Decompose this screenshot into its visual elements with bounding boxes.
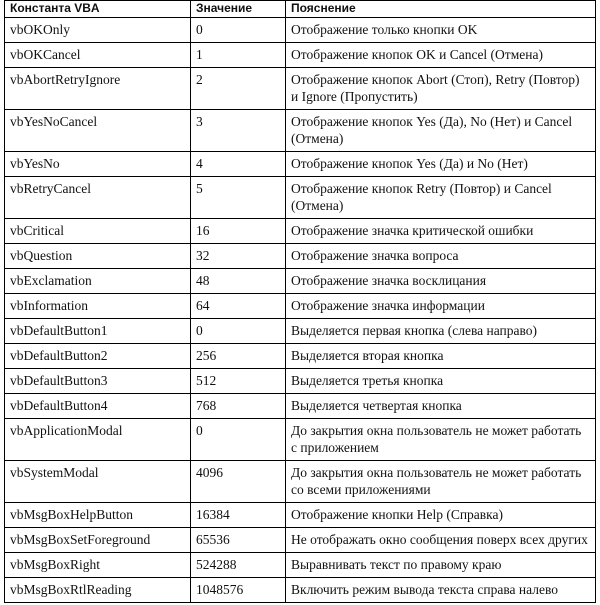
constant-cell: vbDefaultButton4: [5, 394, 191, 419]
value-cell: 64: [191, 294, 286, 319]
value-cell: 48: [191, 269, 286, 294]
table-row: [5, 68, 596, 110]
explanation-cell: Отображение значка информации: [286, 294, 596, 319]
table-row: [5, 18, 596, 43]
table-row: [5, 578, 596, 603]
explanation-cell: Выделяется четвертая кнопка: [286, 394, 596, 419]
constant-cell: vbRetryCancel: [5, 177, 191, 219]
table-row: [5, 461, 596, 503]
explanation-cell: Выравнивать текст по правому краю: [286, 553, 596, 578]
explanation-cell: Отображение кнопок Yes (Да) и No (Нет): [286, 152, 596, 177]
explanation-cell: Отображение кнопок Retry (Повтор) и Cancel (Отмена): [286, 177, 596, 219]
value-cell: 0: [191, 18, 286, 43]
explanation-cell: Выделяется третья кнопка: [286, 369, 596, 394]
value-cell: 2: [191, 68, 286, 110]
constant-cell: vbOKOnly: [5, 18, 191, 43]
explanation-cell: Отображение значка вопроса: [286, 244, 596, 269]
table-row: [5, 152, 596, 177]
explanation-cell: Отображение кнопки Help (Справка): [286, 503, 596, 528]
constant-cell: vbApplicationModal: [5, 419, 191, 461]
explanation-cell: Выделяется вторая кнопка: [286, 344, 596, 369]
explanation-cell: До закрытия окна пользователь не может работать с приложением: [286, 419, 596, 461]
header-constant: Константа VBA: [5, 1, 191, 18]
value-cell: 1: [191, 43, 286, 68]
table-row: [5, 528, 596, 553]
explanation-cell: Отображение кнопок Yes (Да), No (Нет) и Cancel (Отмена): [286, 110, 596, 152]
constant-cell: vbYesNo: [5, 152, 191, 177]
constant-cell: vbMsgBoxHelpButton: [5, 503, 191, 528]
explanation-cell: До закрытия окна пользователь не может работать со всеми приложениями: [286, 461, 596, 503]
value-cell: 4: [191, 152, 286, 177]
value-cell: 768: [191, 394, 286, 419]
header-value: Значение: [191, 1, 286, 18]
table-row: [5, 503, 596, 528]
explanation-cell: Отображение значка восклицания: [286, 269, 596, 294]
vba-constants-table: [4, 0, 596, 603]
constant-cell: vbAbortRetryIgnore: [5, 68, 191, 110]
value-cell: 3: [191, 110, 286, 152]
explanation-cell: Отображение значка критической ошибки: [286, 219, 596, 244]
table-row: [5, 269, 596, 294]
constant-cell: vbQuestion: [5, 244, 191, 269]
value-cell: 16: [191, 219, 286, 244]
explanation-cell: Отображение только кнопки OK: [286, 18, 596, 43]
constant-cell: vbExclamation: [5, 269, 191, 294]
table-row: [5, 219, 596, 244]
constant-cell: vbDefaultButton1: [5, 319, 191, 344]
explanation-cell: Отображение кнопок OK и Cancel (Отмена): [286, 43, 596, 68]
table-row: [5, 369, 596, 394]
table-row: [5, 177, 596, 219]
value-cell: 32: [191, 244, 286, 269]
table-row: [5, 344, 596, 369]
value-cell: 0: [191, 319, 286, 344]
explanation-cell: Выделяется первая кнопка (слева направо): [286, 319, 596, 344]
header-explanation: Пояснение: [286, 1, 596, 18]
value-cell: 524288: [191, 553, 286, 578]
value-cell: 1048576: [191, 578, 286, 603]
value-cell: 16384: [191, 503, 286, 528]
value-cell: 512: [191, 369, 286, 394]
value-cell: 65536: [191, 528, 286, 553]
constant-cell: vbCritical: [5, 219, 191, 244]
constant-cell: vbMsgBoxRight: [5, 553, 191, 578]
table-row: [5, 43, 596, 68]
constant-cell: vbDefaultButton2: [5, 344, 191, 369]
header-row: [5, 1, 596, 18]
table-row: [5, 110, 596, 152]
constant-cell: vbOKCancel: [5, 43, 191, 68]
table-row: [5, 294, 596, 319]
table-row: [5, 244, 596, 269]
value-cell: 4096: [191, 461, 286, 503]
value-cell: 0: [191, 419, 286, 461]
constant-cell: vbMsgBoxSetForeground: [5, 528, 191, 553]
constant-cell: vbSystemModal: [5, 461, 191, 503]
explanation-cell: Не отображать окно сообщения поверх всех других: [286, 528, 596, 553]
table-row: [5, 319, 596, 344]
table-row: [5, 553, 596, 578]
constant-cell: vbDefaultButton3: [5, 369, 191, 394]
explanation-cell: Отображение кнопок Abort (Стоп), Retry (Повтор) и Ignore (Пропустить): [286, 68, 596, 110]
constant-cell: vbInformation: [5, 294, 191, 319]
constant-cell: vbMsgBoxRtlReading: [5, 578, 191, 603]
table-row: [5, 394, 596, 419]
table-row: [5, 419, 596, 461]
value-cell: 5: [191, 177, 286, 219]
value-cell: 256: [191, 344, 286, 369]
constant-cell: vbYesNoCancel: [5, 110, 191, 152]
explanation-cell: Включить режим вывода текста справа налево: [286, 578, 596, 603]
